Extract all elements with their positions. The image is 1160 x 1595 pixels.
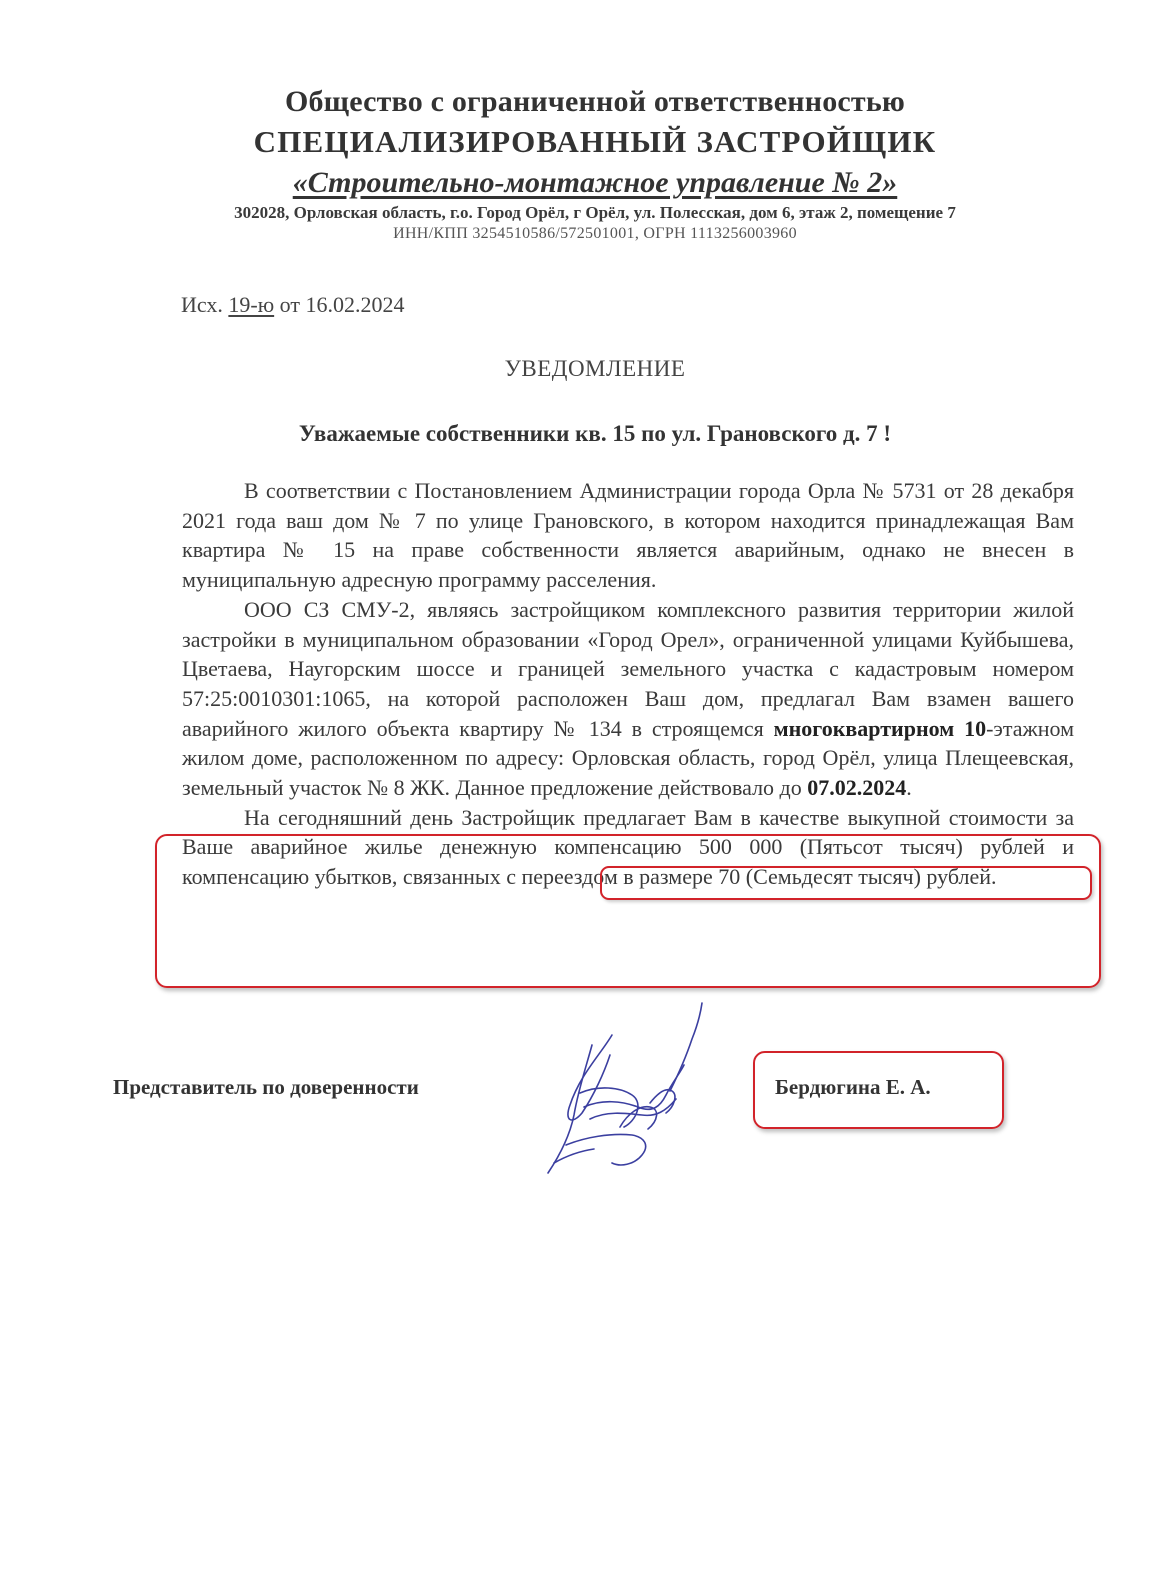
paragraph-2-text-c: . — [906, 775, 912, 801]
highlight-box-compensation-amount — [600, 866, 1092, 900]
outgoing-reference — [181, 292, 404, 318]
org-name: «Строительно-монтажное управление № 2» — [292, 166, 898, 199]
outgoing-prefix: Исх. — [181, 292, 229, 317]
salutation: Уважаемые собственники кв. 15 по ул. Грановского д. 7 ! — [298, 421, 892, 446]
paragraph-2-text-a: ООО СЗ СМУ-2, являясь застройщиком комплексного развития территории жилой застройки в муниципальном образовании «Город Орел», ограниченной улицами Куйбышева, Цветаева, Наугорским шоссе и границей земельного участка с кадастровым номером 57:25:0010301:1065, на которой расположен Ваш дом, предлагал Вам взамен вашего аварийного жилого объекта квартиру № 134 в строящемся — [182, 596, 1074, 741]
outgoing-date: от 16.02.2024 — [274, 292, 405, 317]
paragraph-2-text-b: -этажном жилом доме, расположенном по адресу: Орловская область, город Орёл, улица Плещеевская, земельный участок № 8 ЖК. Данное предложение действовало до — [182, 715, 1074, 801]
highlight-box-offer-paragraph — [155, 834, 1101, 988]
document-body — [182, 476, 1074, 892]
org-type: СПЕЦИАЛИЗИРОВАННЫЙ ЗАСТРОЙЩИК — [253, 124, 937, 159]
paragraph-2 — [182, 595, 1074, 803]
org-address: 302028, Орловская область, г.о. Город Орёл, г Орёл, ул. Полесская, дом 6, этаж 2, помещение 7 — [234, 203, 956, 222]
paragraph-2-bold-date: 07.02.2024 — [807, 775, 907, 801]
paragraph-1: В соответствии с Постановлением Администрации города Орла № 5731 от 28 декабря 2021 года ваш дом № 7 по улице Грановского, в котором находится принадлежащая Вам квартира № 15 на праве собственности является аварийным, однако не внесен в муниципальную адресную программу расселения. — [182, 478, 1074, 593]
signer-role: Представитель по доверенности — [113, 1075, 419, 1099]
letterhead — [0, 82, 1160, 204]
org-requisites: ИНН/КПП 3254510586/572501001, ОГРН 1113256003960 — [393, 225, 797, 242]
handwritten-signature — [520, 995, 720, 1185]
signer-name: Бердюгина Е. А. — [775, 1075, 931, 1099]
org-legal-form: Общество с ограниченной ответственностью — [284, 85, 906, 118]
outgoing-number: 19-ю — [228, 292, 275, 317]
document-title: УВЕДОМЛЕНИЕ — [504, 356, 686, 381]
paragraph-3: На сегодняшний день Застройщик предлагает Вам в качестве выкупной стоимости за Ваше аварийное жилье денежную компенсацию 500 000 (Пятьсот тысяч) рублей и компенсацию убытков, связанных с переездом в размере 70 (Семьдесят тысяч) рублей. — [182, 804, 1074, 890]
paragraph-2-bold-a: многоквартирном 10 — [773, 715, 987, 741]
